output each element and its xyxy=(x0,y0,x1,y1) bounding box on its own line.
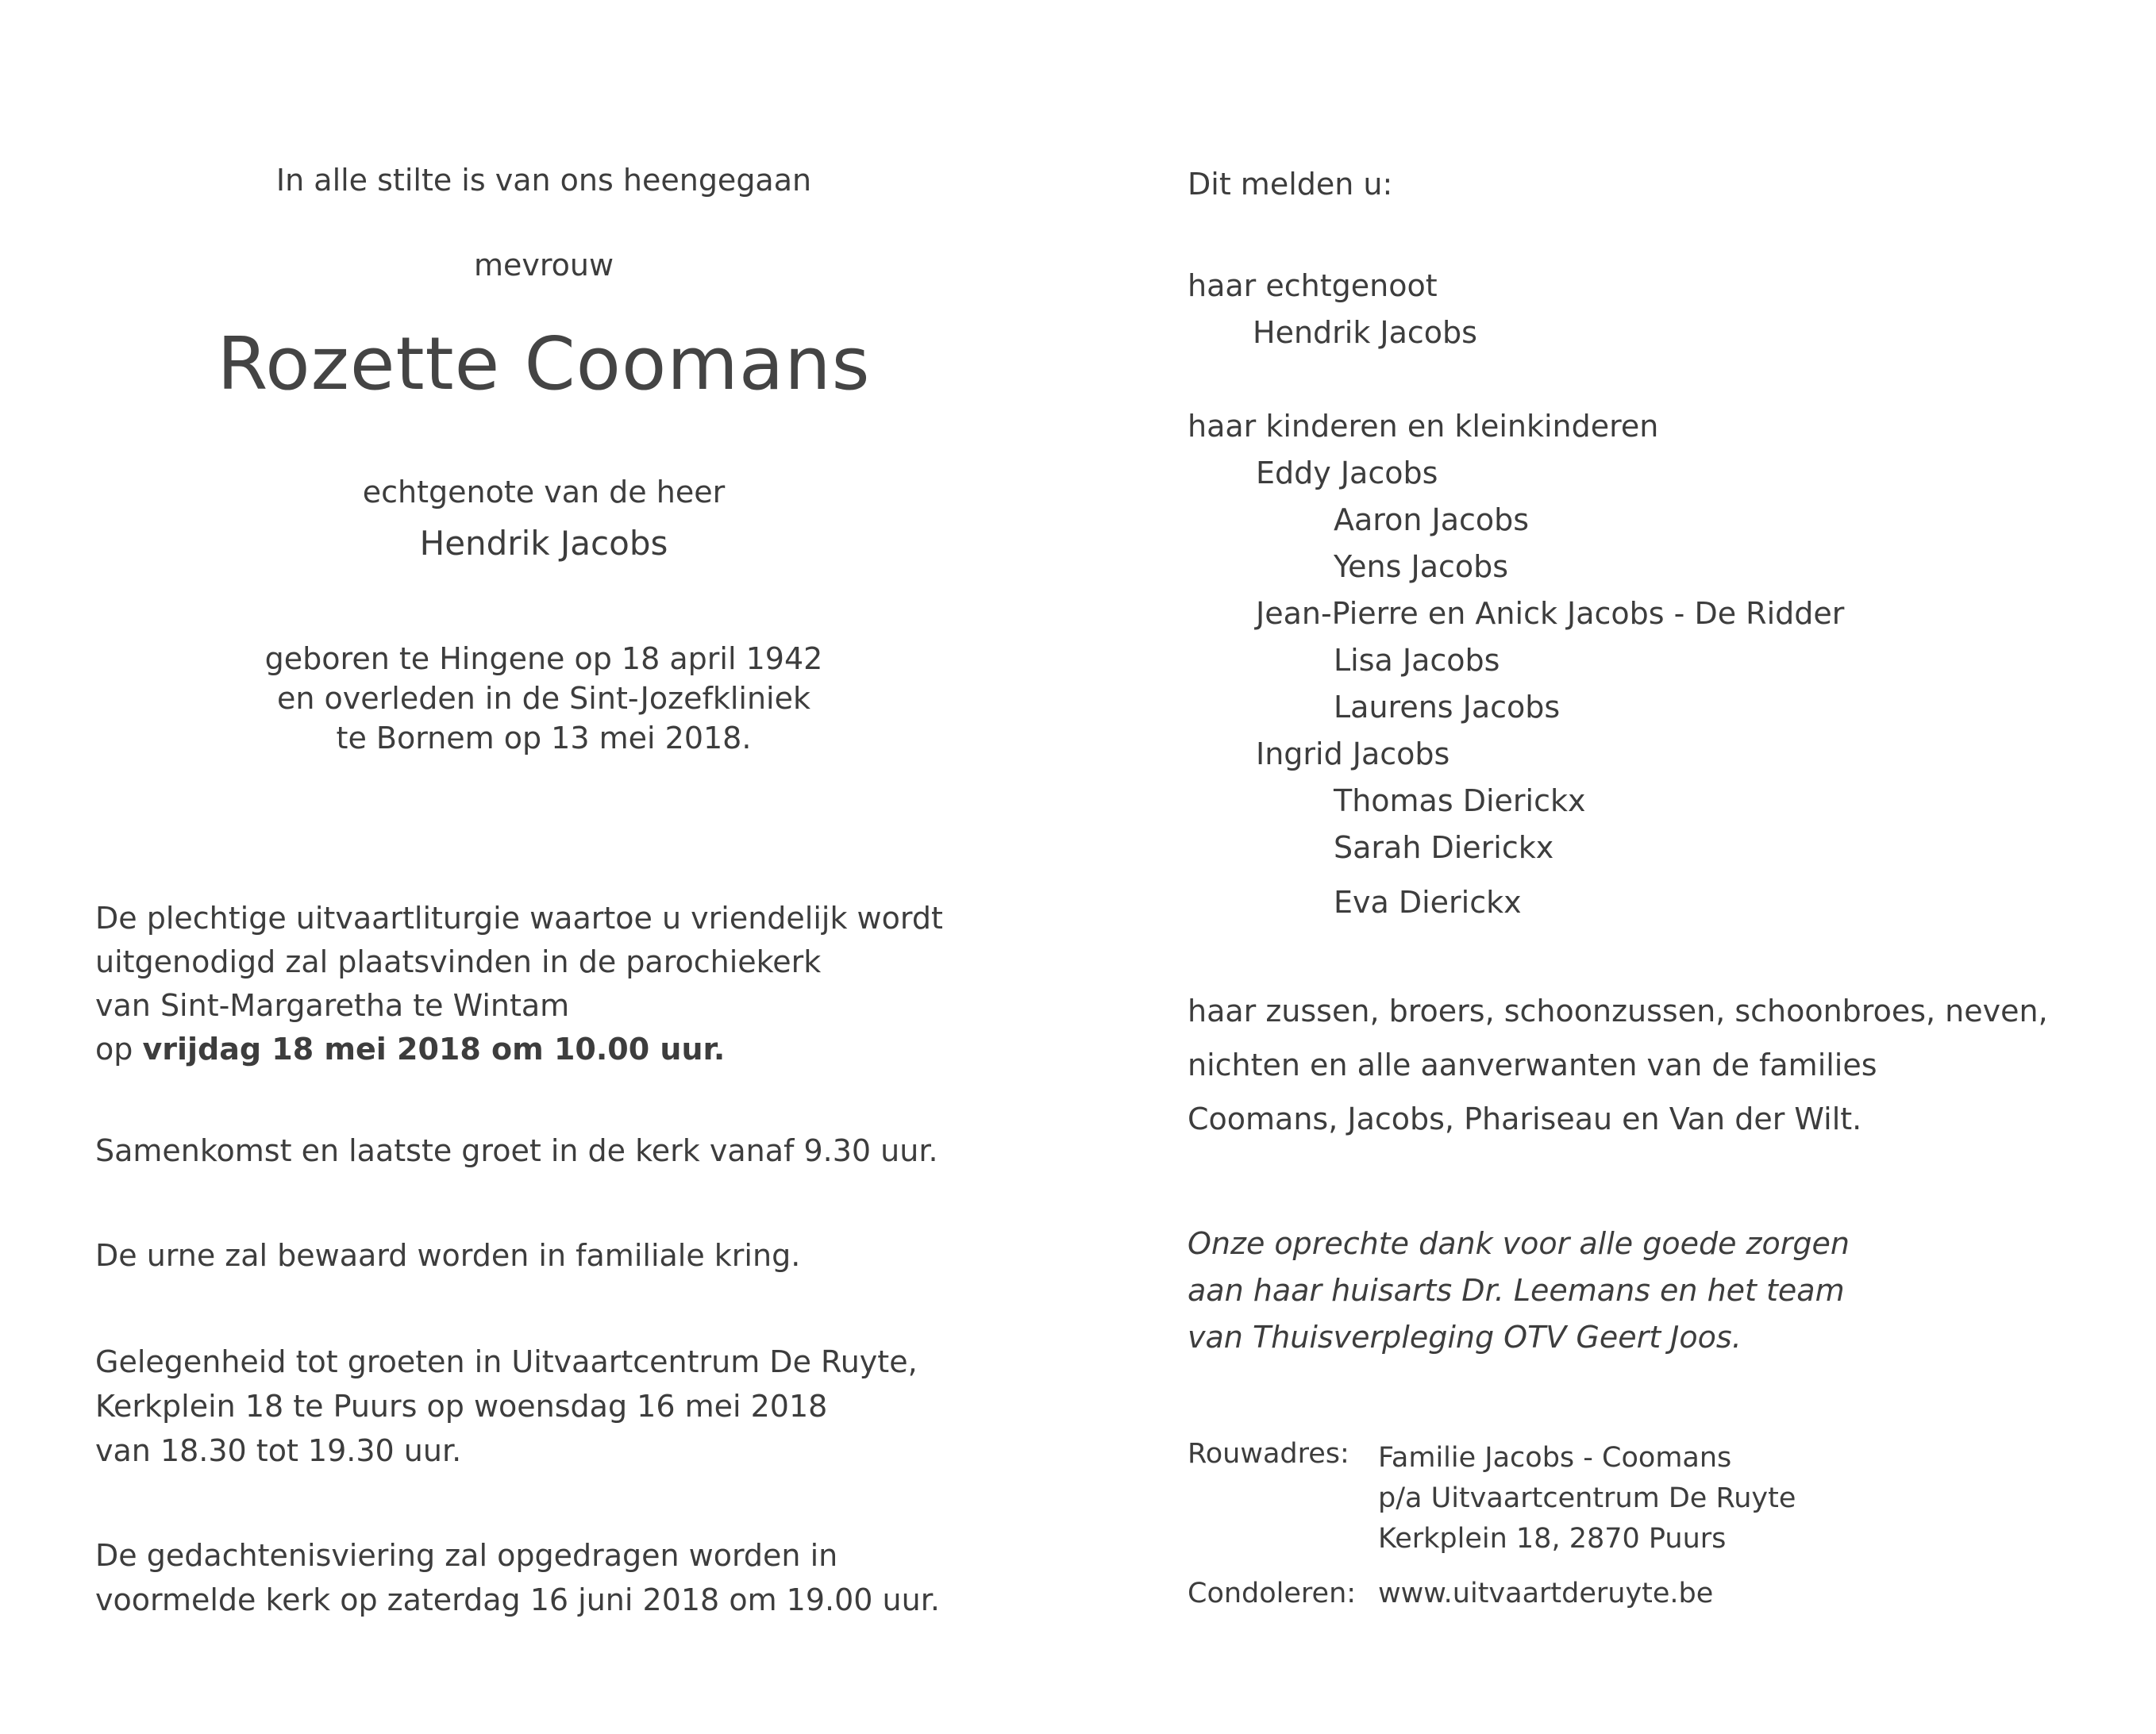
address-block xyxy=(1378,1438,1796,1559)
family-member: Aaron Jacobs xyxy=(1334,502,1530,537)
memorial-block xyxy=(95,1533,940,1622)
husband-label: haar echtgenoot xyxy=(1188,268,1438,303)
memorial-line: De gedachtenisviering zal opgedragen worden in xyxy=(95,1538,838,1573)
address-label: Rouwadres: xyxy=(1188,1438,1349,1470)
relatives-line: nichten en alle aanverwanten van de families xyxy=(1188,1048,1877,1082)
announce-text: Dit melden u: xyxy=(1188,167,1393,202)
thanks-line: Onze oprechte dank voor alle goede zorgen xyxy=(1188,1226,1850,1261)
birth-line: geboren te Hingene op 18 april 1942 xyxy=(264,641,823,676)
thanks-block xyxy=(1188,1221,1850,1361)
family-member: Sarah Dierickx xyxy=(1334,830,1554,865)
address-line: p/a Uitvaartcentrum De Ruyte xyxy=(1378,1482,1796,1514)
condolence-label: Condoleren: xyxy=(1188,1578,1357,1609)
liturgy-line: uitgenodigd zal plaatsvinden in de parochiekerk xyxy=(95,944,822,979)
deceased-name: Rozette Coomans xyxy=(217,321,871,406)
family-member: Eddy Jacobs xyxy=(1256,456,1438,490)
spouse-name: Hendrik Jacobs xyxy=(419,524,668,563)
liturgy-date-prefix: op xyxy=(95,1032,133,1067)
visitation-line: Gelegenheid tot groeten in Uitvaartcentrum De Ruyte, xyxy=(95,1344,918,1379)
death-line: en overleden in de Sint-Jozefkliniek xyxy=(277,681,810,716)
relatives-block xyxy=(1188,984,2048,1146)
husband-name: Hendrik Jacobs xyxy=(1253,315,1477,350)
spouse-intro: echtgenote van de heer xyxy=(362,475,726,509)
children-label: haar kinderen en kleinkinderen xyxy=(1188,409,1659,444)
family-member: Eva Dierickx xyxy=(1334,885,1522,920)
memorial-line: voormelde kerk op zaterdag 16 juni 2018 om 19.00 uur. xyxy=(95,1582,940,1617)
family-member: Jean-Pierre en Anick Jacobs - De Ridder xyxy=(1256,596,1845,631)
urn-text: De urne zal bewaard worden in familiale kring. xyxy=(95,1238,801,1273)
liturgy-line: van Sint-Margaretha te Wintam xyxy=(95,988,570,1023)
gathering-text: Samenkomst en laatste groet in de kerk vanaf 9.30 uur. xyxy=(95,1133,938,1168)
visitation-line: Kerkplein 18 te Puurs op woensdag 16 mei 2018 xyxy=(95,1389,828,1424)
family-member: Yens Jacobs xyxy=(1334,549,1509,584)
relatives-line: haar zussen, broers, schoonzussen, schoonbroes, neven, xyxy=(1188,994,2048,1028)
family-member: Thomas Dierickx xyxy=(1334,783,1586,818)
death-place-line: te Bornem op 13 mei 2018. xyxy=(336,721,752,756)
liturgy-line: De plechtige uitvaartliturgie waartoe u vriendelijk wordt xyxy=(95,901,943,936)
family-member: Lisa Jacobs xyxy=(1334,643,1500,678)
title-word: mevrouw xyxy=(473,248,614,283)
liturgy-date-line xyxy=(95,1028,943,1071)
liturgy-block xyxy=(95,897,943,1071)
thanks-line: van Thuisverpleging OTV Geert Joos. xyxy=(1188,1320,1742,1355)
intro-text: In alle stilte is van ons heengegaan xyxy=(275,163,812,198)
family-member: Laurens Jacobs xyxy=(1334,690,1561,725)
family-member: Ingrid Jacobs xyxy=(1256,736,1450,771)
thanks-line: aan haar huisarts Dr. Leemans en het team xyxy=(1188,1273,1845,1308)
condolence-link[interactable]: www.uitvaartderuyte.be xyxy=(1378,1578,1714,1609)
relatives-line: Coomans, Jacobs, Phariseau en Van der Wilt. xyxy=(1188,1102,1862,1136)
address-line: Kerkplein 18, 2870 Puurs xyxy=(1378,1523,1727,1555)
liturgy-date: vrijdag 18 mei 2018 om 10.00 uur. xyxy=(142,1032,726,1067)
visitation-line: van 18.30 tot 19.30 uur. xyxy=(95,1433,462,1468)
address-line: Familie Jacobs - Coomans xyxy=(1378,1442,1732,1474)
birth-death-block xyxy=(0,639,1088,758)
visitation-block xyxy=(95,1340,918,1473)
